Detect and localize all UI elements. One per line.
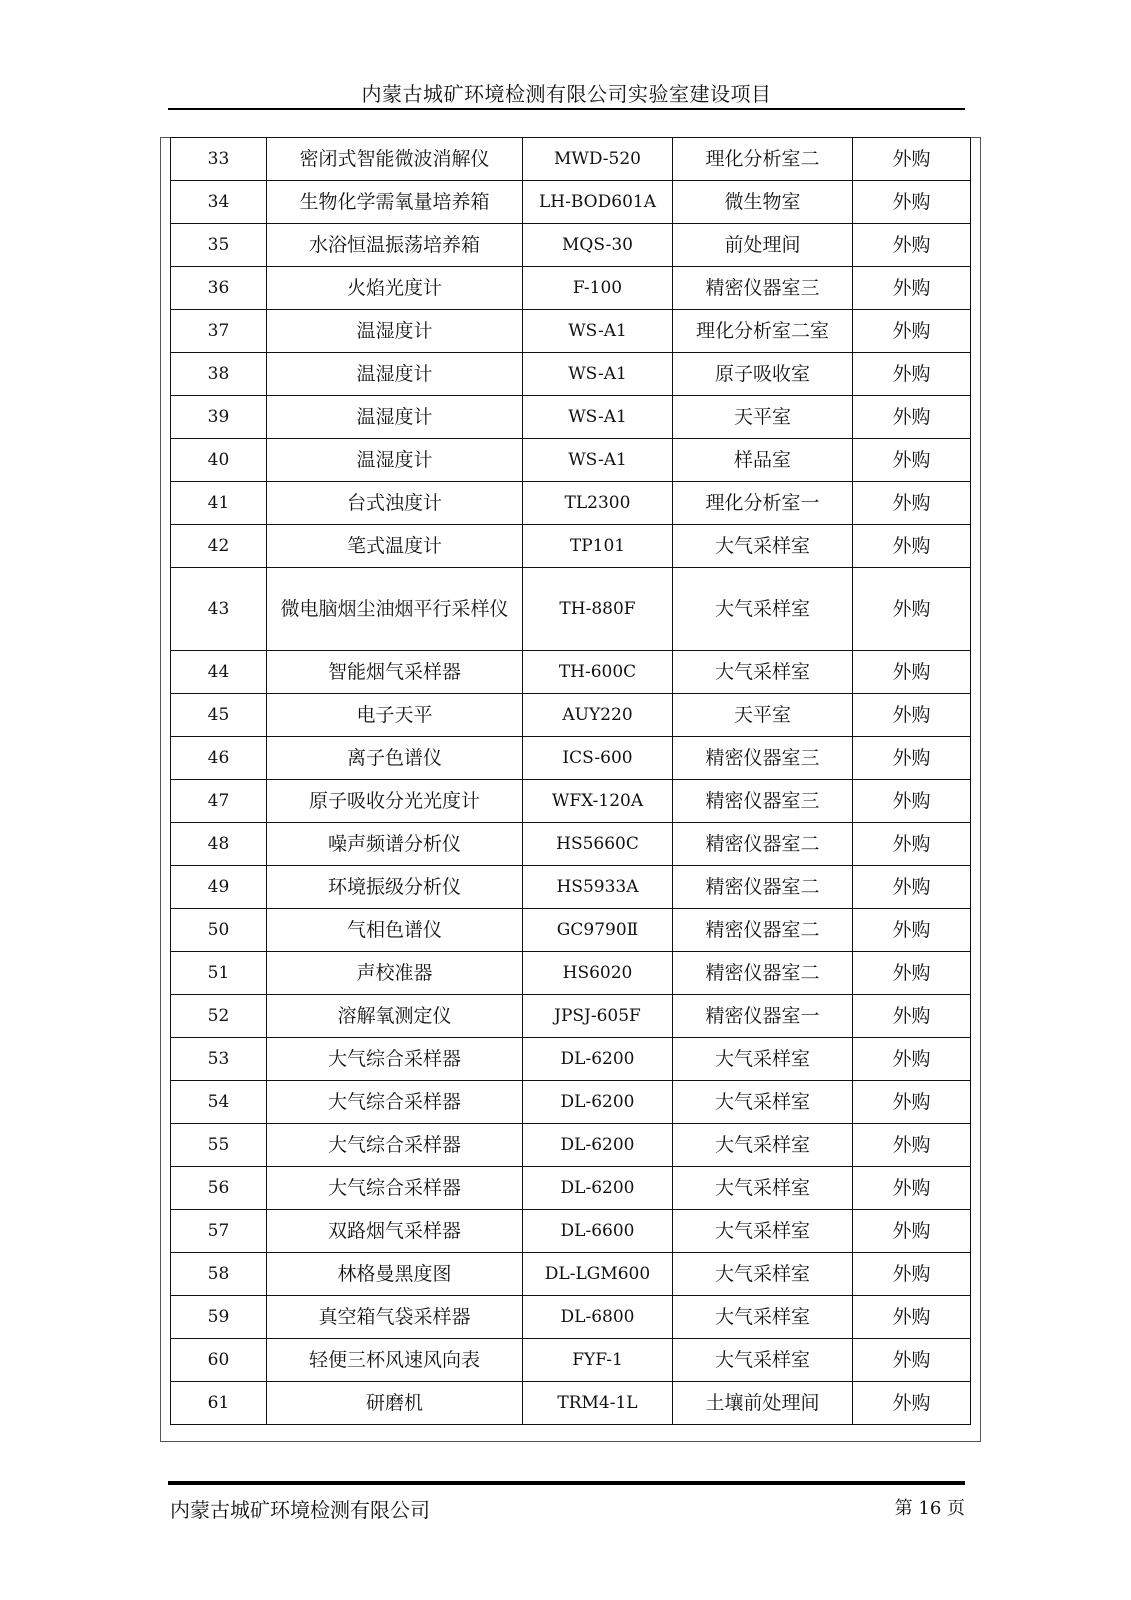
row-number-cell: 39 (171, 396, 267, 439)
model-cell: MQS-30 (523, 224, 673, 267)
row-number-cell: 61 (171, 1382, 267, 1425)
location-cell: 大气采样室 (673, 1296, 853, 1339)
row-number-cell: 46 (171, 737, 267, 780)
location-cell: 大气采样室 (673, 1038, 853, 1081)
header-divider (168, 108, 965, 110)
source-cell: 外购 (853, 1210, 971, 1253)
equipment-name-cell: 台式浊度计 (267, 482, 523, 525)
table-row (171, 952, 971, 995)
model-cell: ICS-600 (523, 737, 673, 780)
row-number-cell: 49 (171, 866, 267, 909)
location-cell: 微生物室 (673, 181, 853, 224)
equipment-name-cell: 水浴恒温振荡培养箱 (267, 224, 523, 267)
source-cell: 外购 (853, 267, 971, 310)
model-cell: AUY220 (523, 694, 673, 737)
model-cell: HS5660C (523, 823, 673, 866)
row-number-cell: 43 (171, 568, 267, 651)
table-row (171, 737, 971, 780)
location-cell: 大气采样室 (673, 651, 853, 694)
model-cell: TL2300 (523, 482, 673, 525)
table-row (171, 780, 971, 823)
equipment-table (170, 137, 971, 1425)
location-cell: 大气采样室 (673, 1167, 853, 1210)
row-number-cell: 51 (171, 952, 267, 995)
location-cell: 精密仪器室三 (673, 737, 853, 780)
model-cell: HS5933A (523, 866, 673, 909)
location-cell: 大气采样室 (673, 568, 853, 651)
footer-company: 内蒙古城矿环境检测有限公司 (170, 1498, 430, 1522)
source-cell: 外购 (853, 952, 971, 995)
table-row (171, 694, 971, 737)
source-cell: 外购 (853, 1382, 971, 1425)
source-cell: 外购 (853, 482, 971, 525)
footer-page-number: 第 16 页 (894, 1498, 965, 1519)
table-row (171, 138, 971, 181)
row-number-cell: 56 (171, 1167, 267, 1210)
row-number-cell: 48 (171, 823, 267, 866)
table-row (171, 909, 971, 952)
source-cell: 外购 (853, 1124, 971, 1167)
source-cell: 外购 (853, 181, 971, 224)
model-cell: DL-LGM600 (523, 1253, 673, 1296)
equipment-name-cell: 研磨机 (267, 1382, 523, 1425)
location-cell: 精密仪器室一 (673, 995, 853, 1038)
equipment-name-cell: 生物化学需氧量培养箱 (267, 181, 523, 224)
table-row (171, 181, 971, 224)
location-cell: 大气采样室 (673, 1253, 853, 1296)
table-row (171, 1253, 971, 1296)
equipment-name-cell: 大气综合采样器 (267, 1081, 523, 1124)
equipment-name-cell: 电子天平 (267, 694, 523, 737)
model-cell: FYF-1 (523, 1339, 673, 1382)
equipment-name-cell: 温湿度计 (267, 353, 523, 396)
source-cell: 外购 (853, 1167, 971, 1210)
model-cell: TP101 (523, 525, 673, 568)
location-cell: 大气采样室 (673, 525, 853, 568)
model-cell: WS-A1 (523, 396, 673, 439)
location-cell: 精密仪器室三 (673, 780, 853, 823)
location-cell: 精密仪器室三 (673, 267, 853, 310)
source-cell: 外购 (853, 1253, 971, 1296)
row-number-cell: 37 (171, 310, 267, 353)
equipment-name-cell: 声校准器 (267, 952, 523, 995)
equipment-name-cell: 大气综合采样器 (267, 1124, 523, 1167)
equipment-name-cell: 林格曼黑度图 (267, 1253, 523, 1296)
equipment-name-cell: 溶解氧测定仪 (267, 995, 523, 1038)
location-cell: 大气采样室 (673, 1081, 853, 1124)
model-cell: DL-6200 (523, 1081, 673, 1124)
location-cell: 精密仪器室二 (673, 909, 853, 952)
row-number-cell: 45 (171, 694, 267, 737)
row-number-cell: 35 (171, 224, 267, 267)
equipment-name-cell: 大气综合采样器 (267, 1038, 523, 1081)
row-number-cell: 59 (171, 1296, 267, 1339)
table-row (171, 1210, 971, 1253)
model-cell: DL-6800 (523, 1296, 673, 1339)
model-cell: DL-6600 (523, 1210, 673, 1253)
location-cell: 大气采样室 (673, 1210, 853, 1253)
model-cell: LH-BOD601A (523, 181, 673, 224)
table-row (171, 651, 971, 694)
table-row (171, 866, 971, 909)
table-row (171, 1081, 971, 1124)
location-cell: 大气采样室 (673, 1124, 853, 1167)
model-cell: WS-A1 (523, 439, 673, 482)
model-cell: JPSJ-605F (523, 995, 673, 1038)
row-number-cell: 36 (171, 267, 267, 310)
row-number-cell: 60 (171, 1339, 267, 1382)
table-row (171, 568, 971, 651)
row-number-cell: 53 (171, 1038, 267, 1081)
source-cell: 外购 (853, 310, 971, 353)
equipment-name-cell: 真空箱气袋采样器 (267, 1296, 523, 1339)
equipment-name-cell: 微电脑烟尘油烟平行采样仪 (267, 568, 523, 651)
source-cell: 外购 (853, 396, 971, 439)
location-cell: 样品室 (673, 439, 853, 482)
equipment-name-cell: 原子吸收分光光度计 (267, 780, 523, 823)
model-cell: TRM4-1L (523, 1382, 673, 1425)
table-row (171, 1296, 971, 1339)
source-cell: 外购 (853, 823, 971, 866)
row-number-cell: 50 (171, 909, 267, 952)
location-cell: 理化分析室二室 (673, 310, 853, 353)
page-header-title: 内蒙古城矿环境检测有限公司实验室建设项目 (361, 82, 772, 106)
model-cell: TH-880F (523, 568, 673, 651)
equipment-name-cell: 大气综合采样器 (267, 1167, 523, 1210)
table-row (171, 439, 971, 482)
source-cell: 外购 (853, 439, 971, 482)
location-cell: 精密仪器室二 (673, 866, 853, 909)
location-cell: 理化分析室一 (673, 482, 853, 525)
footer-divider (168, 1481, 965, 1485)
row-number-cell: 54 (171, 1081, 267, 1124)
source-cell: 外购 (853, 694, 971, 737)
row-number-cell: 57 (171, 1210, 267, 1253)
location-cell: 土壤前处理间 (673, 1382, 853, 1425)
row-number-cell: 38 (171, 353, 267, 396)
row-number-cell: 58 (171, 1253, 267, 1296)
equipment-name-cell: 噪声频谱分析仪 (267, 823, 523, 866)
table-row (171, 482, 971, 525)
location-cell: 原子吸收室 (673, 353, 853, 396)
location-cell: 天平室 (673, 694, 853, 737)
model-cell: MWD-520 (523, 138, 673, 181)
source-cell: 外购 (853, 1081, 971, 1124)
table-row (171, 310, 971, 353)
table-row (171, 1124, 971, 1167)
row-number-cell: 42 (171, 525, 267, 568)
source-cell: 外购 (853, 909, 971, 952)
model-cell: WFX-120A (523, 780, 673, 823)
model-cell: TH-600C (523, 651, 673, 694)
source-cell: 外购 (853, 866, 971, 909)
table-row (171, 995, 971, 1038)
table-row (171, 1382, 971, 1425)
source-cell: 外购 (853, 737, 971, 780)
location-cell: 精密仪器室二 (673, 952, 853, 995)
model-cell: HS6020 (523, 952, 673, 995)
table-row (171, 823, 971, 866)
location-cell: 理化分析室二 (673, 138, 853, 181)
source-cell: 外购 (853, 224, 971, 267)
model-cell: GC9790Ⅱ (523, 909, 673, 952)
source-cell: 外购 (853, 568, 971, 651)
location-cell: 天平室 (673, 396, 853, 439)
table-row (171, 1167, 971, 1210)
source-cell: 外购 (853, 780, 971, 823)
table-row (171, 224, 971, 267)
equipment-name-cell: 环境振级分析仪 (267, 866, 523, 909)
table-row (171, 353, 971, 396)
source-cell: 外购 (853, 995, 971, 1038)
row-number-cell: 47 (171, 780, 267, 823)
table-row (171, 1339, 971, 1382)
source-cell: 外购 (853, 1038, 971, 1081)
equipment-name-cell: 轻便三杯风速风向表 (267, 1339, 523, 1382)
source-cell: 外购 (853, 138, 971, 181)
model-cell: WS-A1 (523, 310, 673, 353)
location-cell: 大气采样室 (673, 1339, 853, 1382)
equipment-name-cell: 智能烟气采样器 (267, 651, 523, 694)
location-cell: 前处理间 (673, 224, 853, 267)
row-number-cell: 40 (171, 439, 267, 482)
source-cell: 外购 (853, 353, 971, 396)
source-cell: 外购 (853, 1296, 971, 1339)
table-row (171, 396, 971, 439)
equipment-name-cell: 温湿度计 (267, 310, 523, 353)
row-number-cell: 33 (171, 138, 267, 181)
table-row (171, 1038, 971, 1081)
equipment-name-cell: 温湿度计 (267, 439, 523, 482)
location-cell: 精密仪器室二 (673, 823, 853, 866)
model-cell: WS-A1 (523, 353, 673, 396)
model-cell: F-100 (523, 267, 673, 310)
table-row (171, 525, 971, 568)
table-row (171, 267, 971, 310)
model-cell: DL-6200 (523, 1124, 673, 1167)
equipment-name-cell: 双路烟气采样器 (267, 1210, 523, 1253)
equipment-name-cell: 温湿度计 (267, 396, 523, 439)
equipment-table-body (171, 138, 971, 1425)
row-number-cell: 34 (171, 181, 267, 224)
row-number-cell: 55 (171, 1124, 267, 1167)
equipment-name-cell: 火焰光度计 (267, 267, 523, 310)
row-number-cell: 41 (171, 482, 267, 525)
equipment-name-cell: 气相色谱仪 (267, 909, 523, 952)
model-cell: DL-6200 (523, 1038, 673, 1081)
source-cell: 外购 (853, 525, 971, 568)
row-number-cell: 44 (171, 651, 267, 694)
source-cell: 外购 (853, 651, 971, 694)
equipment-name-cell: 离子色谱仪 (267, 737, 523, 780)
equipment-name-cell: 笔式温度计 (267, 525, 523, 568)
model-cell: DL-6200 (523, 1167, 673, 1210)
equipment-name-cell: 密闭式智能微波消解仪 (267, 138, 523, 181)
source-cell: 外购 (853, 1339, 971, 1382)
row-number-cell: 52 (171, 995, 267, 1038)
